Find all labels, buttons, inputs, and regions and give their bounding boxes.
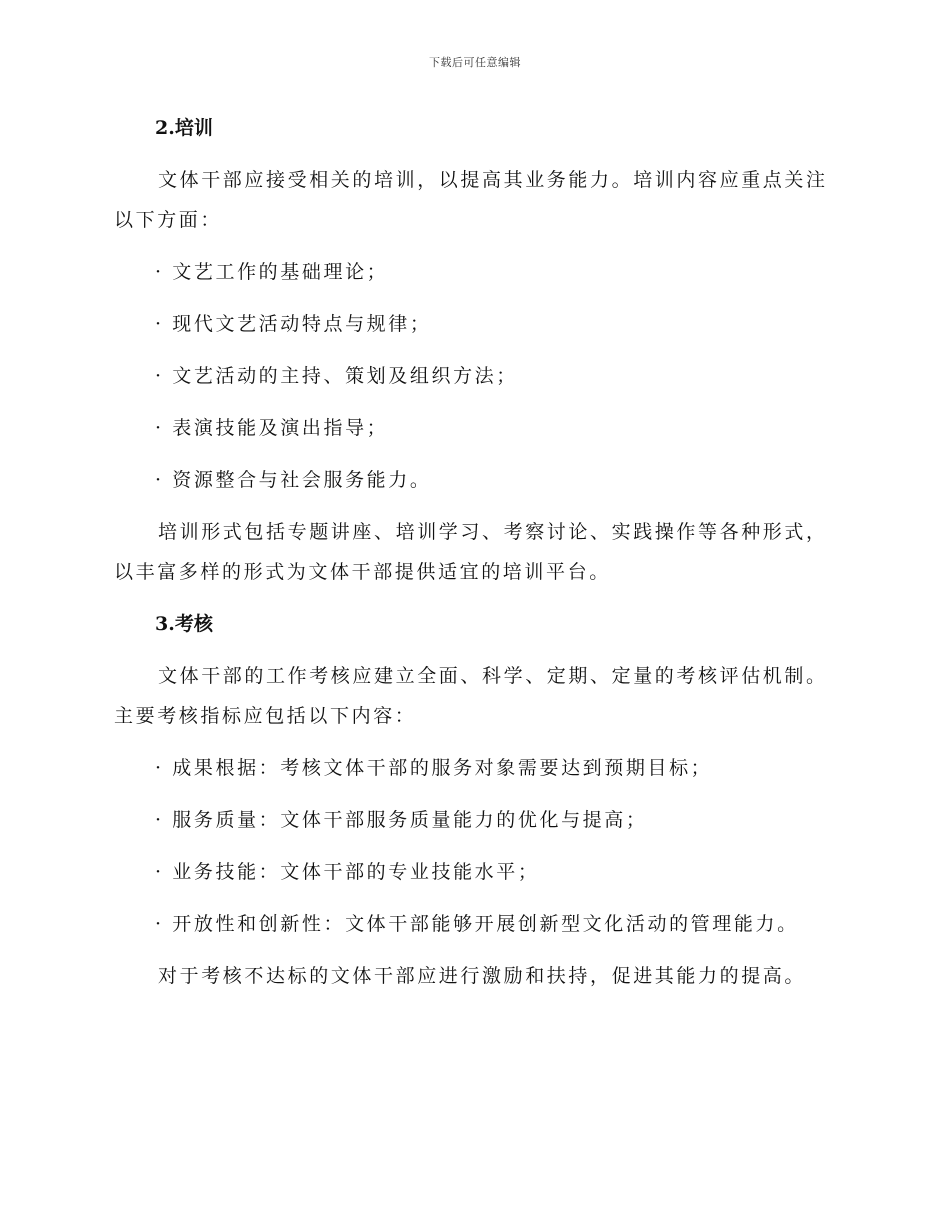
assessment-bullet-item: · 成果根据：考核文体干部的服务对象需要达到预期目标； bbox=[155, 757, 713, 779]
document-body bbox=[114, 108, 834, 996]
training-bullet-item: · 现代文艺活动特点与规律； bbox=[155, 313, 432, 335]
training-outro-paragraph: 培训形式包括专题讲座、培训学习、考察讨论、实践操作等各种形式，以丰富多样的形式为文体干部提供适宜的培训平台。 bbox=[114, 521, 828, 583]
training-bullet-item: · 表演技能及演出指导； bbox=[155, 417, 389, 439]
training-bullet-item: · 文艺工作的基础理论； bbox=[155, 261, 389, 283]
training-intro-paragraph: 文体干部应接受相关的培训，以提高其业务能力。培训内容应重点关注以下方面： bbox=[114, 169, 828, 231]
assessment-intro-paragraph: 文体干部的工作考核应建立全面、科学、定期、定量的考核评估机制。主要考核指标应包括以下内容： bbox=[114, 665, 828, 727]
assessment-bullet-item: · 服务质量：文体干部服务质量能力的优化与提高； bbox=[155, 809, 648, 831]
training-bullet-item: · 资源整合与社会服务能力。 bbox=[155, 469, 432, 491]
assessment-bullet-item: · 开放性和创新性：文体干部能够开展创新型文化活动的管理能力。 bbox=[155, 913, 799, 935]
section-heading-training: 2.培训 bbox=[155, 117, 213, 139]
page-header: 下载后可任意编辑 bbox=[429, 56, 521, 69]
assessment-outro-paragraph: 对于考核不达标的文体干部应进行激励和扶持，促进其能力的提高。 bbox=[158, 965, 807, 987]
section-heading-assessment: 3.考核 bbox=[155, 613, 213, 635]
training-bullet-item: · 文艺活动的主持、策划及组织方法； bbox=[155, 365, 518, 387]
assessment-bullet-item: · 业务技能：文体干部的专业技能水平； bbox=[155, 861, 540, 883]
